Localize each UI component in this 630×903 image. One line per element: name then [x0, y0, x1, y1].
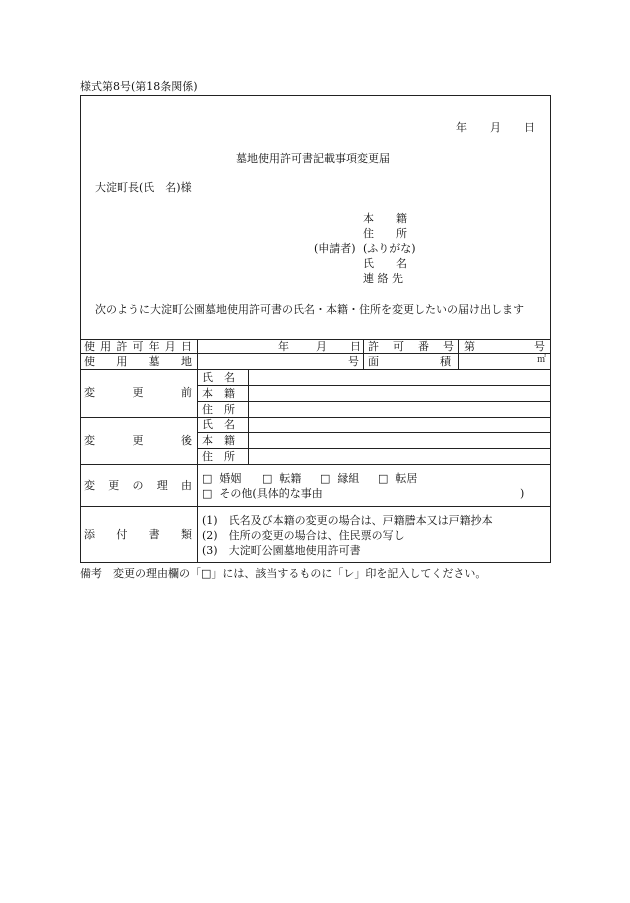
before-change-label: 変 更 前	[84, 386, 192, 399]
before-name-label: 氏 名	[202, 371, 235, 384]
statement: 次のように大淀町公園墓地使用許可書の氏名・本籍・住所を変更したいの届け出します	[95, 303, 524, 316]
after-change-label: 変 更 後	[84, 434, 192, 447]
applicant-address-label: 住 所	[363, 227, 407, 240]
reason-option-adoption[interactable]: □ 縁組	[320, 472, 360, 485]
permit-day-label: 日	[350, 340, 361, 353]
attachment-item: (2) 住所の変更の場合は、住民票の写し	[202, 529, 405, 542]
table-rule	[197, 432, 551, 433]
area-unit: ㎡	[537, 355, 547, 365]
form-number: 様式第8号(第18条関係)	[80, 80, 198, 93]
date-month-label: 月	[490, 121, 501, 134]
after-name-label: 氏 名	[202, 418, 235, 431]
form-title: 墓地使用許可書記載事項変更届	[236, 152, 390, 165]
applicant-contact-label: 連 絡 先	[363, 272, 403, 285]
reason-other-close: )	[520, 487, 525, 500]
reason-label: 変 更 の 理 由	[84, 479, 192, 492]
table-column-rule	[458, 339, 459, 369]
table-column-rule	[197, 339, 198, 563]
applicant-label: (申請者)	[314, 242, 356, 255]
addressee: 大淀町長(氏 名)様	[95, 181, 192, 194]
attachments-label: 添 付 書 類	[84, 528, 192, 541]
permit-gou-label: 号	[534, 340, 545, 353]
reason-option-transfer-registry[interactable]: □ 転籍	[262, 472, 302, 485]
checkbox-icon[interactable]: □	[378, 472, 389, 485]
reason-option-other[interactable]: □ その他(具体的な事由	[202, 487, 323, 500]
furigana-label: (ふりがな)	[363, 242, 416, 255]
checkbox-icon[interactable]: □	[262, 472, 273, 485]
table-column-rule	[363, 339, 364, 369]
permit-number-label: 許 可 番 号	[368, 340, 454, 353]
remarks: 備考 変更の理由欄の「□」には、該当するものに「レ」印を記入してください。	[80, 567, 487, 580]
checkbox-icon[interactable]: □	[320, 472, 331, 485]
date-day-label: 日	[524, 121, 535, 134]
checkbox-icon[interactable]: □	[202, 487, 213, 500]
area-label-1: 面	[368, 355, 379, 368]
reason-option-move[interactable]: □ 転居	[378, 472, 418, 485]
before-address-label: 住 所	[202, 403, 235, 416]
table-rule	[80, 353, 551, 354]
permit-dai-label: 第	[464, 340, 475, 353]
area-label-2: 積	[440, 355, 451, 368]
after-honseki-label: 本 籍	[202, 434, 235, 447]
table-rule	[197, 401, 551, 402]
attachment-item: (1) 氏名及び本籍の変更の場合は、戸籍謄本又は戸籍抄本	[202, 514, 493, 527]
after-address-label: 住 所	[202, 450, 235, 463]
applicant-name-label: 氏 名	[363, 257, 407, 270]
table-rule	[80, 464, 551, 465]
applicant-honseki-label: 本 籍	[363, 212, 407, 225]
table-rule	[80, 506, 551, 507]
before-honseki-label: 本 籍	[202, 387, 235, 400]
table-rule	[197, 448, 551, 449]
reason-option-marriage[interactable]: □ 婚姻	[202, 472, 242, 485]
permit-month-label: 月	[316, 340, 327, 353]
permit-date-label: 使 用 許 可 年 月 日	[84, 340, 192, 353]
checkbox-icon[interactable]: □	[202, 472, 213, 485]
plot-label: 使 用 墓 地	[84, 355, 192, 368]
permit-year-label: 年	[278, 340, 289, 353]
date-year-label: 年	[456, 121, 467, 134]
table-rule	[80, 369, 551, 370]
table-rule	[197, 385, 551, 386]
table-column-rule	[248, 369, 249, 464]
attachment-item: (3) 大淀町公園墓地使用許可書	[202, 544, 361, 557]
table-rule	[80, 417, 551, 418]
plot-gou-label: 号	[348, 355, 359, 368]
